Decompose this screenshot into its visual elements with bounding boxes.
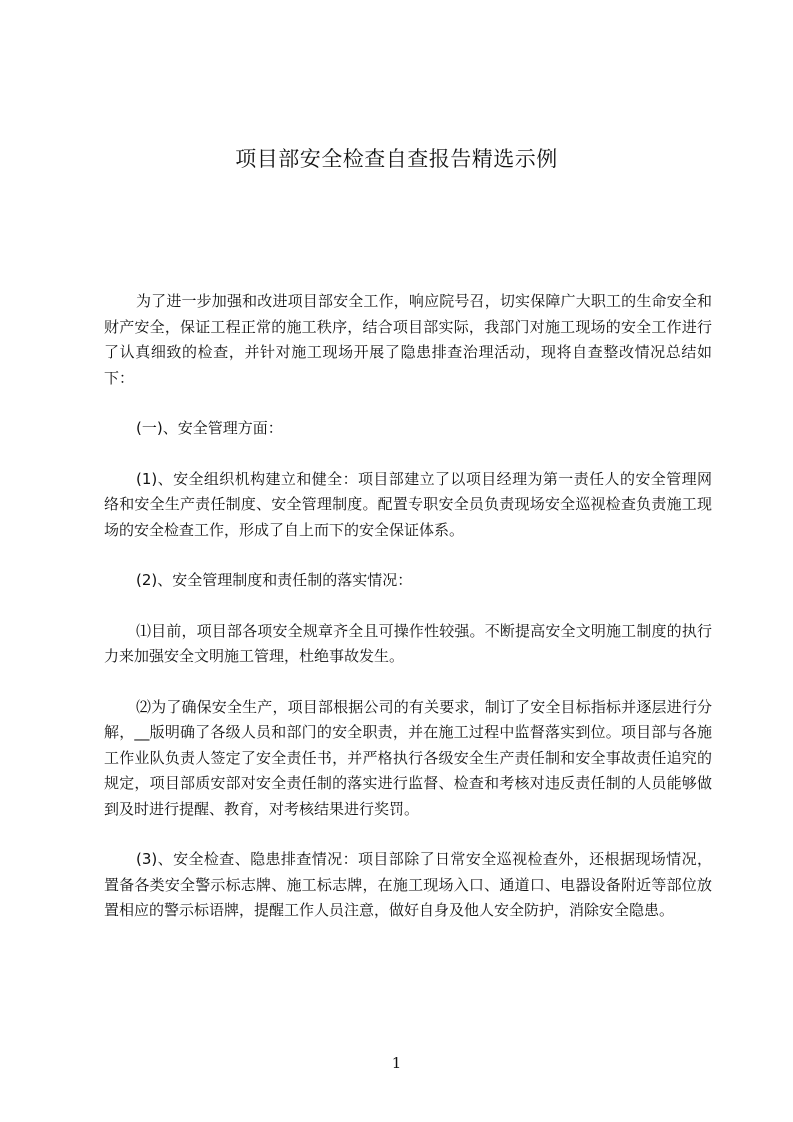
item-2-1-paragraph: ⑴目前，项目部各项安全规章齐全且可操作性较强。不断提高安全文明施工制度的执行力来加强安全文明施工管理，杜绝事故发生。 (104, 621, 712, 665)
item-2-heading: (2)、安全管理制度和责任制的落实情况： (136, 571, 413, 589)
item-3-paragraph: (3)、安全检查、隐患排查情况：项目部除了日常安全巡视检查外，还根据现场情况，置备各类安全警示标志牌、施工标志牌，在施工现场入口、通道口、电器设备附近等部位放置相应的警示标语牌，提醒工作人员注意，做好自身及他人安全防护，消除安全隐患。 (104, 850, 712, 919)
item-1-paragraph: (1)、安全组织机构建立和健全：项目部建立了以项目经理为第一责任人的安全管理网络和安全生产责任制度、安全管理制度。配置专职安全员负责现场安全巡视检查负责施工现场的安全检查工作，形成了自上而下的安全保证体系。 (104, 469, 712, 539)
page-number: 1 (391, 1054, 402, 1072)
document-title: 项目部安全检查自查报告精选示例 (235, 147, 558, 171)
item-2-2-paragraph: ⑵为了确保安全生产，项目部根据公司的有关要求，制订了安全目标指标并逐层进行分解，__版明确了各级人员和部门的安全职责，并在施工过程中监督落实到位。项目部与各施工作业队负责人签定了安全责任书，并严格执行各级安全生产责任制和安全事故责任追究的规定，项目部质安部对安全责任制的落实进行监督、检查和考核对违反责任制的人员能够做到及时进行提醒、教育，对考核结果进行奖罚。 (104, 697, 712, 818)
document-body (104, 289, 712, 924)
section-heading-safety-management: (一)、安全管理方面： (136, 419, 283, 437)
intro-paragraph: 为了进一步加强和改进项目部安全工作，响应院号召，切实保障广大职工的生命安全和财产安全，保证工程正常的施工秩序，结合项目部实际，我部门对施工现场的安全工作进行了认真细致的检查，并针对施工现场开展了隐患排查治理活动，现将自查整改情况总结如下： (104, 292, 712, 387)
